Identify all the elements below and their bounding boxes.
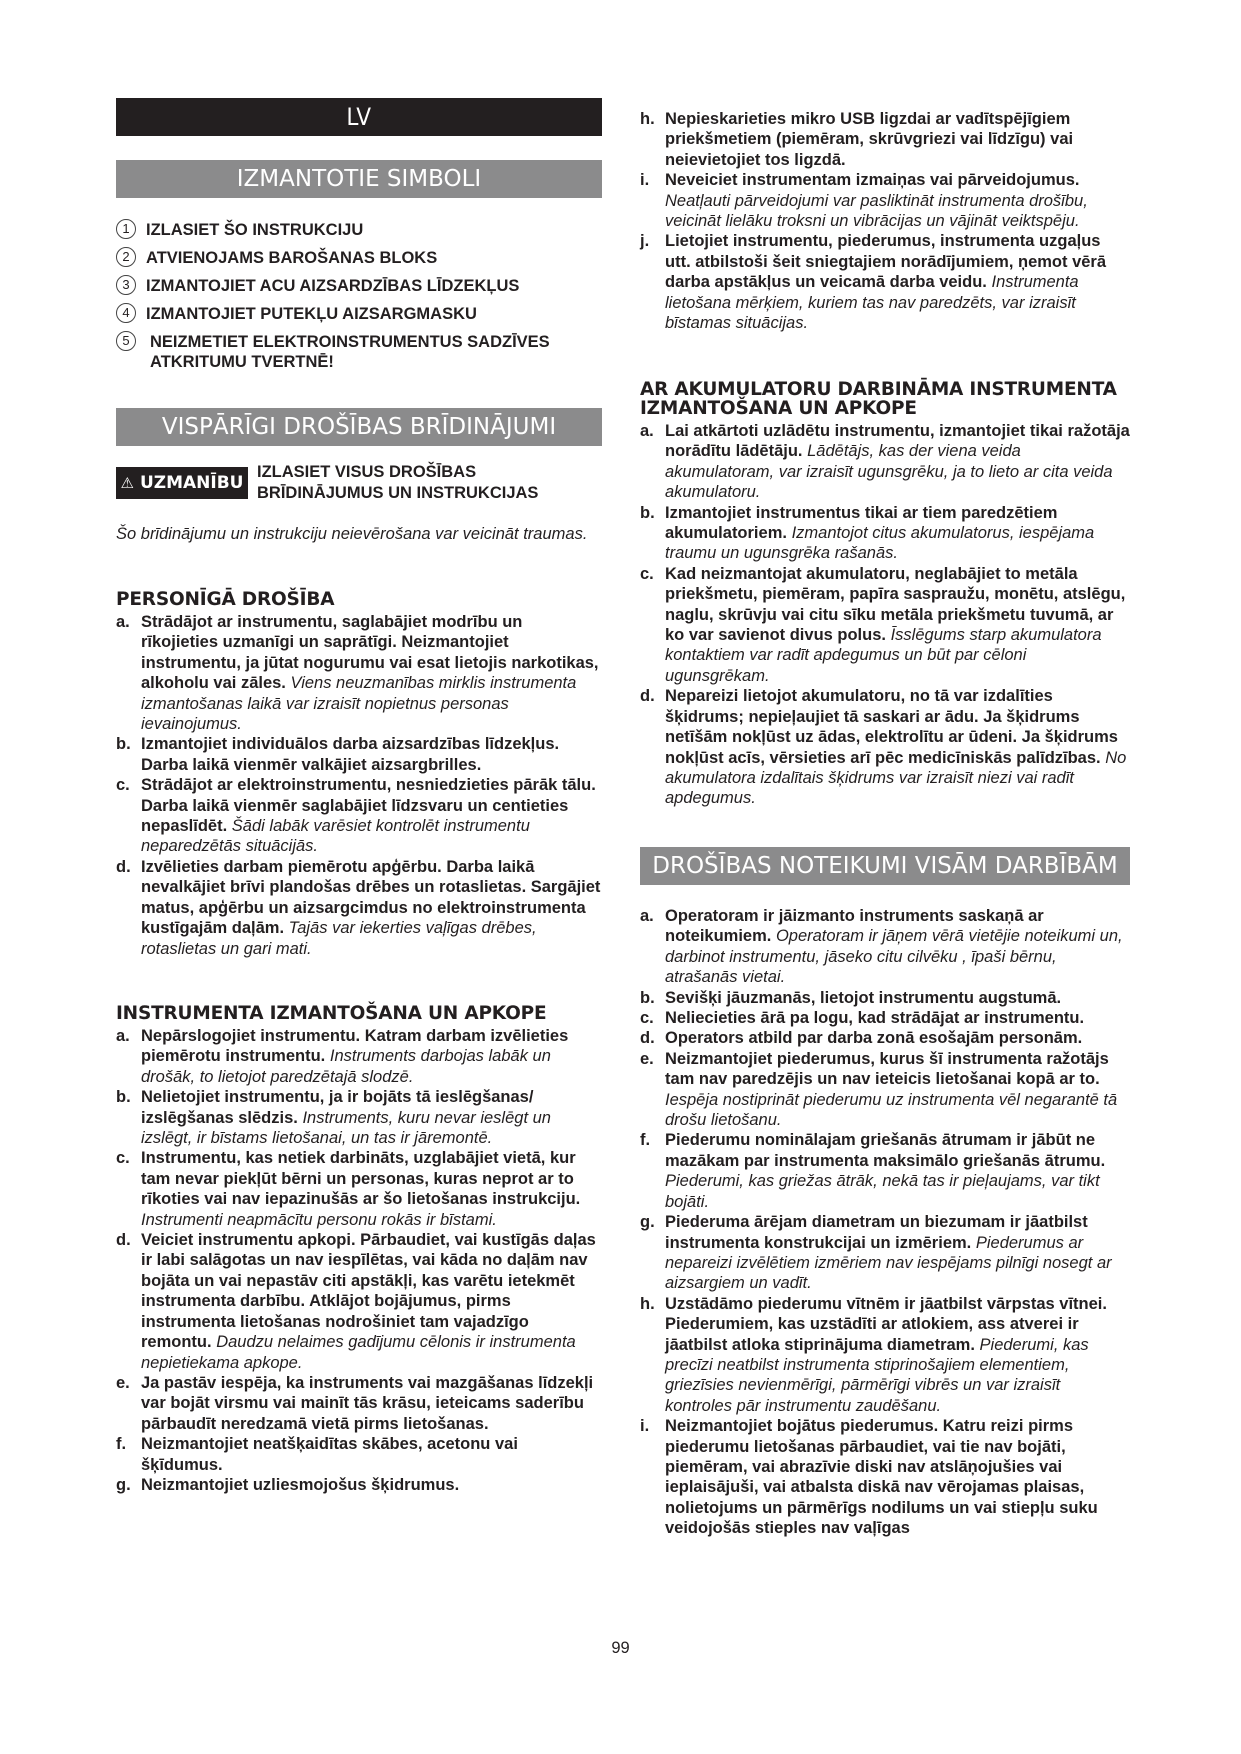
list-item: f. Neizmantojiet neatšķaidītas skābes, acetonu vai šķīdumus. <box>116 1435 518 1474</box>
list-item: i. Neizmantojiet bojātus piederumus. Katru reizi pirms piederumu lietošanas pārbaudiet, vai tie nav bojāti, piemēram, vai abrazīvie diski nav atslāņojušies vai ieplaisājuši, vai atbalsta diskā nav vērojamas plaisas, nolietojums un pārmērīgs nodilums un vai stiepļu suku veidojošās stieples nav vaļīgas <box>640 1417 1098 1538</box>
symbol-item <box>116 332 602 372</box>
usage-heading: INSTRUMENTA IZMANTOŠANA UN APKOPE <box>116 1003 547 1024</box>
list-item: i. Neveiciet instrumentam izmaiņas vai pārveidojumus. Neatļauti pārveidojumi var pasliktināt instrumenta drošību, veicināt lielāku troksni un vibrācijas un vājināt veiktspēju. <box>640 171 1088 231</box>
warning-badge <box>116 467 248 499</box>
list-item: h. Uzstādāmo piederumu vītnēm ir jāatbilst vārpstas vītnei. Piederumiem, kas uzstādīti ar atlokiem, ass atverei ir jāatbilst atloka stiprinājuma diametram. Piederumi, kas precīzi neatbilst instrumenta stiprinošajiem elementiem, griezīsies nevienmērīgi, pārmērīgi vibrēs un var izraisīt kontroles pār instrumentu zaudēšanu. <box>640 1294 1107 1415</box>
list-item: g. Piederuma ārējam diametram un biezumam ir jāatbilst instrumenta konstrukcijai un izmēriem. Piederumus ar nepareizi izvēlētiem izmēriem nav iespējams pilnīgi nosegt ar aizsargiem un vadīt. <box>640 1213 1112 1293</box>
list-item: e. Ja pastāv iespēja, ka instruments vai mazgāšanas līdzekļi var bojāt virsmu vai mainīt tās krāsu, ieteicams saderību pārbaudīt neredzamā vietā pirms lietošanas. <box>116 1373 594 1433</box>
symbol-text: IZMANTOJIET ACU AIZSARDZĪBAS LĪDZEKĻUS <box>146 277 520 295</box>
circled-number-icon: 5 <box>116 331 136 351</box>
list-item: f. Piederumu nominālajam griešanās ātrumam ir jābūt ne mazākam par instrumenta maksimālo griešanās ātrumu. Piederumi, kas griežas ātrāk, nekā tas ir pieļaujams, var tikt bojāti. <box>640 1131 1106 1211</box>
symbol-item <box>116 276 602 296</box>
list-item: a. Nepārslogojiet instrumentu. Katram darbam izvēlieties piemērotu instrumentu. Instruments darbojas labāk un drošāk, to lietojot paredzētajā slodzē. <box>116 1027 569 1086</box>
circled-number-icon: 4 <box>116 303 136 323</box>
page-number: 99 <box>611 1639 630 1657</box>
symbols-heading: IZMANTOTIE SIMBOLI <box>116 160 602 198</box>
list-item: b. Sevišķi jāuzmanās, lietojot instrumentu augstumā. <box>640 988 1062 1007</box>
list-item: j. Lietojiet instrumentu, piederumus, instrumenta uzgaļus utt. atbilstoši šeit sniegtajiem norādījumiem, ņemot vērā darba apstākļus un veicamā darba veidu. Instrumenta lietošana mērķiem, kuriem tas nav paredzēts, var izraisīt bīstamas situācijas. <box>640 232 1107 333</box>
circled-number-icon: 3 <box>116 275 136 295</box>
list-item: d. Veiciet instrumentu apkopi. Pārbaudiet, vai kustīgās daļas ir labi salāgotas un nav iespīlētas, vai kāda no daļām nav bojāta un vai nepastāv citi apstākļi, kas varētu ietekmēt instrumenta darbību. Atklājot bojājumus, pirms instrumenta lietošanas nodrošiniet tam vajadzīgo remontu. Daudzu nelaimes gadījumu cēlonis ir instrumenta nepietiekama apkope. <box>116 1231 596 1372</box>
list-item: d. Nepareizi lietojot akumulatoru, no tā var izdalīties šķidrums; nepieļaujiet tā saskari ar ādu. Ja šķidrums netīšām nokļūst uz ādas, elektrolītu ar ūdeni. Ja šķidrums nokļūst acīs, vērsieties arī pēc medicīniskās palīdzības. No akumulatora izdalītais šķidrums var izraisīt niezi vai radīt apdegumus. <box>640 687 1127 808</box>
list-item: d. Izvēlieties darbam piemērotu apģērbu. Darba laikā nevalkājiet brīvi plandošas drēbes un rotaslietas. Sargājiet matus, apģērbu un aizsargcimdus no elektroinstrumenta kustīgajām daļām. Tajās var iekerties vaļīgas drēbes, rotaslietas un gari mati. <box>116 857 601 958</box>
warning-triangle-icon: ⚠ <box>120 474 134 492</box>
battery-list <box>640 421 1130 809</box>
list-item: b. Izmantojiet individuālos darba aizsardzības līdzekļus. Darba laikā vienmēr valkājiet aizsargbrilles. <box>116 735 560 774</box>
symbols-list <box>116 220 602 380</box>
list-item: a. Lai atkārtoti uzlādētu instrumentu, izmantojiet tikai ražotāja norādītu lādētāju. Lādētājs, kas der viena veida akumulatoram, var izraisīt ugunsgrēku, ja to lieto ar cita veida akumulatoru. <box>640 422 1130 502</box>
operation-rules-heading: DROŠĪBAS NOTEIKUMI VISĀM DARBĪBĀM <box>640 847 1130 885</box>
symbol-text: NEIZMETIET ELEKTROINSTRUMENTUS SADZĪVES ATKRITUMU TVERTNĒ! <box>150 333 550 371</box>
circled-number-icon: 1 <box>116 219 136 239</box>
list-item: c. Kad neizmantojat akumulatoru, neglabājiet to metāla priekšmetu, piemēram, papīra saspraužu, monētu, atslēgu, naglu, skrūvju vai citu sīku metāla priekšmetu tuvumā, ar ko var savienot divus polus. Īsslēgums starp akumulatora kontaktiem var radīt apdegumus un būt par cēloni ugunsgrēkam. <box>640 564 1126 685</box>
symbol-text: IZLASIET ŠO INSTRUKCIJU <box>146 221 364 239</box>
symbol-text: ATVIENOJAMS BAROŠANAS BLOKS <box>146 249 438 267</box>
list-item: b. Nelietojiet instrumentu, ja ir bojāts tā ieslēgšanas/ izslēgšanas slēdzis. Instruments, kuru nevar ieslēgt un izslēgt, ir bīstams lietošanai, un tas ir jāremontē. <box>116 1088 551 1148</box>
list-item: d. Operators atbild par darba zonā esošajām personām. <box>640 1029 1083 1048</box>
usage-list-continued <box>640 109 1130 333</box>
personal-safety-list <box>116 612 602 959</box>
intro-text: Šo brīdinājumu un instrukciju neievērošana var veicināt traumas. <box>116 525 588 543</box>
list-item: b. Izmantojiet instrumentus tikai ar tiem paredzētiem akumulatoriem. Izmantojot citus akumulatorus, iespējama traumu un ugunsgrēka rašanās. <box>640 503 1095 563</box>
general-warnings-heading: VISPĀRĪGI DROŠĪBAS BRĪDINĀJUMI <box>116 408 602 446</box>
symbol-item <box>116 220 602 240</box>
list-item: c. Neliecieties ārā pa logu, kad strādājat ar instrumentu. <box>640 1009 1085 1028</box>
operation-rules-list <box>640 906 1130 1539</box>
warning-badge-label: UZMANĪBU <box>139 473 244 493</box>
list-item: a. Strādājot ar instrumentu, saglabājiet modrību un rīkojieties uzmanīgi un saprātīgi. Neizmantojiet instrumentu, ja jūtat nogurumu vai esat lietojis narkotikas, alkoholu vai zāles. Viens neuzmanības mirklis instrumenta izmantošanas laikā var izraisīt nopietnus personas ievainojumus. <box>116 613 599 734</box>
symbol-item <box>116 248 602 268</box>
list-item: g. Neizmantojiet uzliesmojošus šķidrumus. <box>116 1475 460 1494</box>
symbol-text: IZMANTOJIET PUTEKĻU AIZSARGMASKU <box>146 305 477 323</box>
battery-heading: AR AKUMULATORU DARBINĀMA INSTRUMENTA IZMANTOŠANA UN APKOPE <box>640 379 1117 419</box>
list-item: h. Nepieskarieties mikro USB ligzdai ar vadītspējīgiem priekšmetiem (piemēram, skrūvgriezi vai līdzīgu) vai neievietojiet tos ligzdā. <box>640 110 1074 169</box>
warning-text: IZLASIET VISUS DROŠĪBAS BRĪDINĀJUMUS UN INSTRUKCIJAS <box>257 463 539 502</box>
circled-number-icon: 2 <box>116 247 136 267</box>
language-header: LV <box>116 98 602 136</box>
symbol-item <box>116 304 602 324</box>
usage-list <box>116 1026 602 1495</box>
personal-safety-heading: PERSONĪGĀ DROŠĪBA <box>116 589 335 610</box>
list-item: c. Strādājot ar elektroinstrumentu, nesniedzieties pārāk tālu. Darba laikā vienmēr saglabājiet līdzsvaru un centieties nepaslīdēt. Šādi labāk varēsiet kontrolēt instrumentu neparedzētās situācijās. <box>116 776 596 856</box>
list-item: a. Operatoram ir jāizmanto instruments saskaņā ar noteikumiem. Operatoram ir jāņem vērā vietējie noteikumi un, darbinot instrumentu, jāseko citu cilvēku , īpaši bērnu, atrašanās vietai. <box>640 907 1123 987</box>
list-item: e. Neizmantojiet piederumus, kurus šī instrumenta ražotājs tam nav paredzējis un nav ieteicis lietošanai kopā ar to. Iespēja nostiprināt piederumu uz instrumenta vēl negarantē tā drošu lietošanu. <box>640 1049 1118 1130</box>
list-item: c. Instrumentu, kas netiek darbināts, uzglabājiet vietā, kur tam nevar piekļūt bērni un personas, kuras neprot ar to rīkoties vai nav iepazinušās ar šo lietošanas instrukciju. Instrumenti neapmācītu personu rokās ir bīstami. <box>116 1149 581 1229</box>
